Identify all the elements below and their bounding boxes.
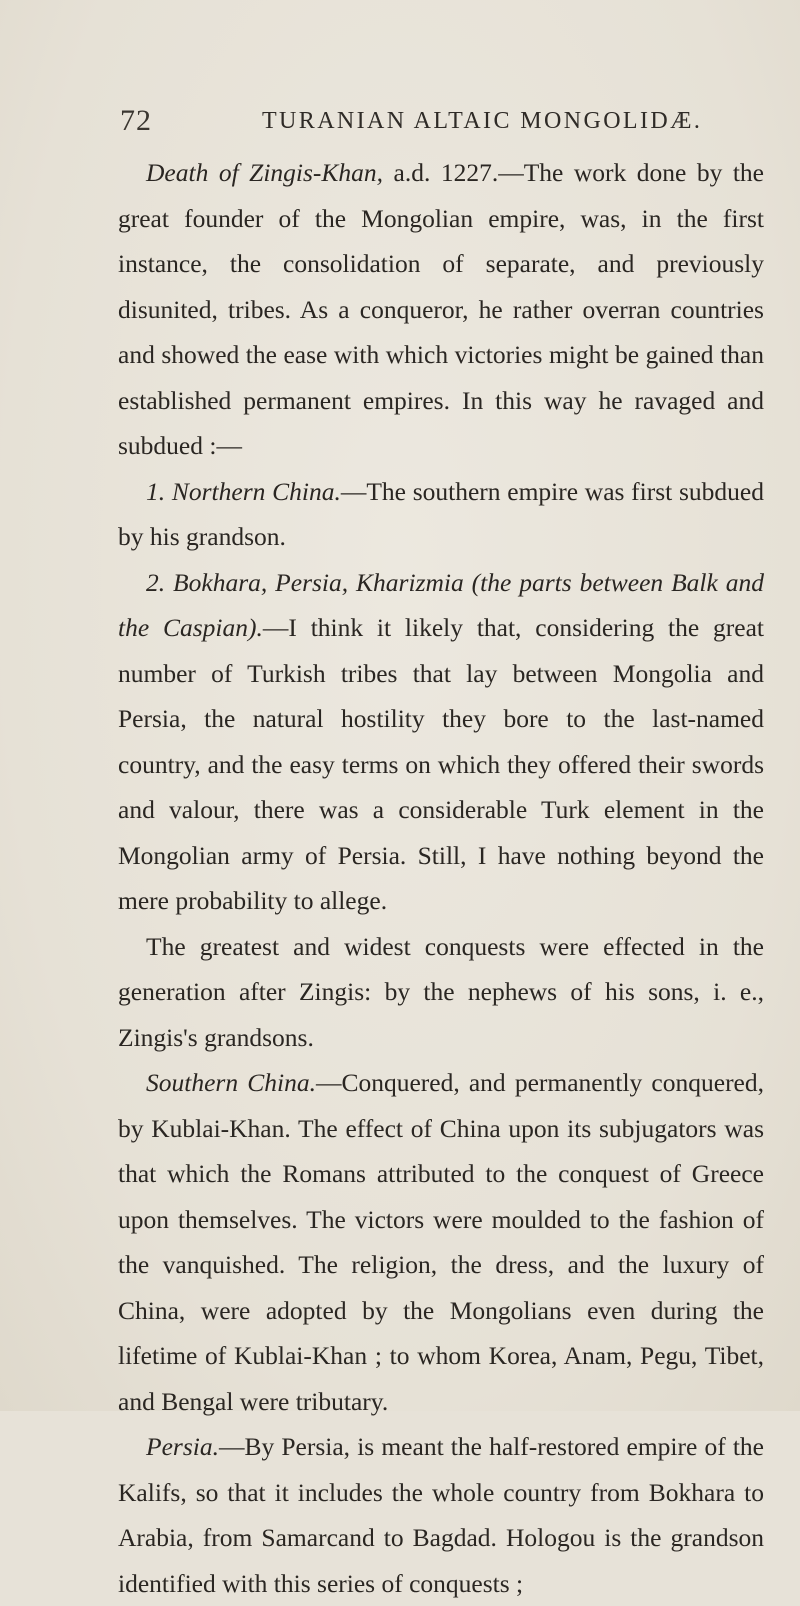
page-number: 72 [120, 104, 152, 137]
paragraph-northern-china [118, 469, 764, 560]
paragraph-greatest-conquests [118, 924, 764, 1061]
paragraph-body: —The southern empire was first subdued by his grandson. [118, 476, 764, 551]
paragraph-persia [118, 1424, 764, 1606]
paragraph-heading: Southern China. [146, 1068, 316, 1097]
paragraph-bokhara-persia [118, 560, 764, 924]
paragraph-heading: 1. Northern China. [146, 476, 341, 506]
paragraph-southern-china [118, 1060, 764, 1424]
paragraph-death-of-zingis [118, 150, 764, 469]
page-header [120, 104, 780, 144]
paragraph-heading: Death of Zingis-Khan, [146, 158, 384, 187]
paragraph-body: The greatest and widest conquests were effected in the generation after Zingis: by the nephews of his sons, i. e., Zingis's grandsons. [118, 931, 764, 1052]
running-title: TURANIAN ALTAIC MONGOLIDÆ. [262, 108, 703, 134]
paragraph-body: —By Persia, is meant the half-restored empire of the Kalifs, so that it includes the whole country from Bokhara to Arabia, from Samarcand to Bagdad. Hologou is the grandson identified with this series of conquests ; [118, 1432, 764, 1598]
paragraph-body: —Conquered, and permanently conquered, by Kublai-Khan. The effect of China upon its subjugators was that which the Romans attributed to the conquest of Greece upon themselves. The victors were moulded to the fashion of the vanquished. The religion, the dress, and the luxury of China, were adopted by the Mongolians even during the lifetime of Kublai-Khan ; to whom Korea, Anam, Pegu, Tibet, and Bengal were tributary. [118, 1068, 764, 1416]
paragraph-heading: 2. Bokhara, Persia, Kharizmia (the parts between Balk and the Caspian). [118, 567, 764, 642]
paragraph-body: —I think it likely that, considering the great number of Turkish tribes that lay between Mongolia and Persia, the natural hostility they bore to the last-named country, and the easy terms on which they offered their swords and valour, there was a considerable Turk element in the Mongolian army of Persia. Still, I have nothing beyond the mere probability to allege. [118, 613, 764, 915]
body-text [118, 150, 764, 1606]
paragraph-heading: Persia. [146, 1432, 219, 1461]
paragraph-body: a.d. 1227.—The work done by the great founder of the Mongolian empire, was, in the first instance, the consolidation of separate, and previously disunited, tribes. As a conqueror, he rather overran countries and showed the ease with which victories might be gained than established permanent empires. In this way he ravaged and subdued :— [118, 158, 764, 460]
